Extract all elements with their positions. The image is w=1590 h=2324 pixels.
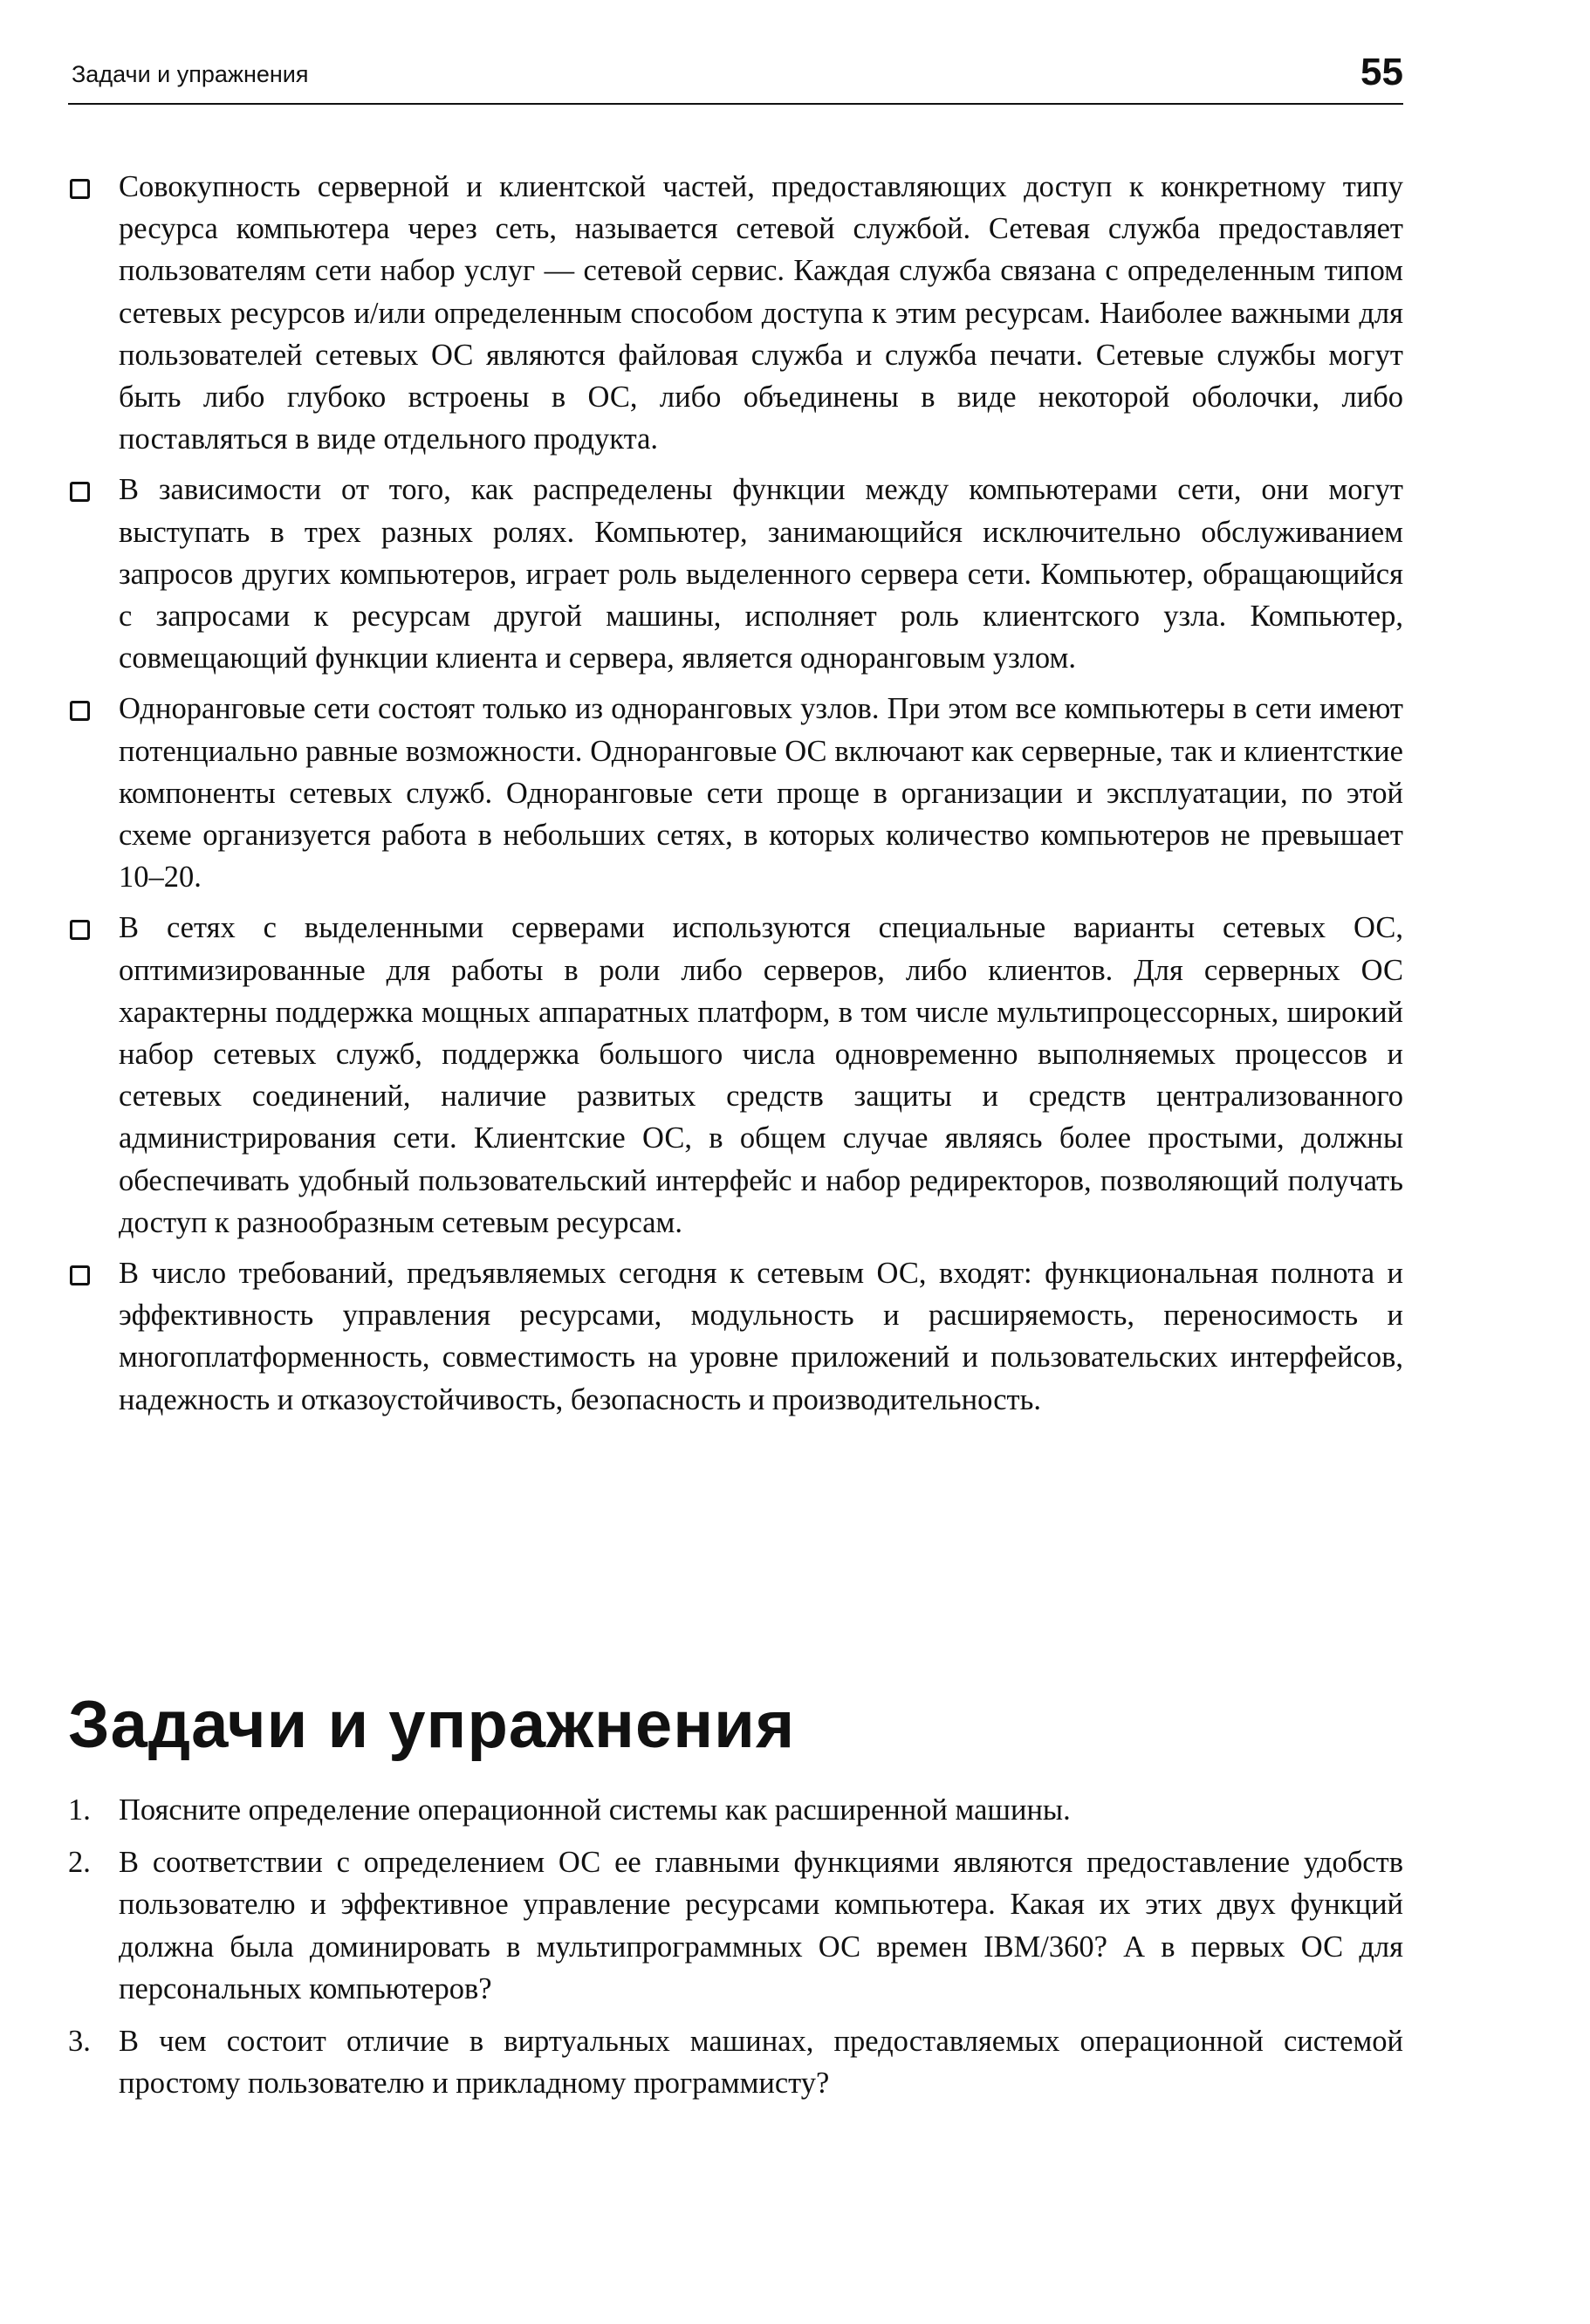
summary-list <box>68 166 1403 1429</box>
exercise-item <box>68 1841 1403 2010</box>
exercise-list <box>68 1789 1403 2115</box>
summary-item-text: В сетях с выделенными серверами используются специальные варианты сетевых ОС, оптимизированные для работы в роли либо серверов, либо клиентов. Для серверных ОС характерны поддержка мощных аппаратных платформ, в том числе мультипроцессорных, широкий набор сетевых служб, поддержка большого числа одновременно выполняемых процессов и сетевых соединений, наличие развитых средств защиты и средств централизованного администрирования сети. Клиентские ОС, в общем случае являясь более простыми, должны обеспечивать удобный пользовательский интерфейс и набор редиректоров, позволяющий получать доступ к разнообразным сетевым ресурсам. <box>119 911 1403 1239</box>
checkbox-bullet-icon <box>70 701 90 721</box>
running-title: Задачи и упражнения <box>72 61 309 87</box>
page-number: 55 <box>1360 51 1403 93</box>
exercise-text: Поясните определение операционной системы как расширенной машины. <box>119 1793 1071 1827</box>
summary-item-text: В число требований, предъявляемых сегодня к сетевым ОС, входят: функциональная полнота и эффективность управления ресурсами, модульность и расширяемость, переносимость и многоплатформенность, совместимость на уровне приложений и пользовательских интерфейсов, надежность и отказоустойчивость, безопасность и производительность. <box>119 1257 1403 1416</box>
checkbox-bullet-icon <box>70 482 90 502</box>
summary-item <box>68 1252 1403 1421</box>
exercise-text: В чем состоит отличие в виртуальных машинах, предоставляемых операционной системой простому пользователю и прикладному программисту? <box>119 2025 1403 2101</box>
exercise-item <box>68 2020 1403 2104</box>
summary-item <box>68 469 1403 679</box>
summary-item <box>68 688 1403 898</box>
running-header <box>68 51 1403 105</box>
summary-item-text: Одноранговые сети состоят только из одноранговых узлов. При этом все компьютеры в сети имеют потенциально равные возможности. Одноранговые ОС включают как серверные, так и клиентсткие компоненты сетевых служб. Одноранговые сети проще в организации и эксплуатации, по этой схеме организуется работа в небольших сетях, в которых количество компьютеров не превышает 10–20. <box>119 692 1403 895</box>
exercise-number: 1. <box>68 1793 91 1827</box>
summary-item <box>68 907 1403 1244</box>
summary-item <box>68 166 1403 460</box>
section-heading: Задачи и упражнения <box>68 1688 796 1762</box>
exercise-number: 3. <box>68 2025 91 2059</box>
summary-item-text: В зависимости от того, как распределены функции между компьютерами сети, они могут выступать в трех разных ролях. Компьютер, занимающийся исключительно обслуживанием запросов других компьютеров, играет роль выделенного сервера сети. Компьютер, обращающийся с запросами к ресурсам другой машины, исполняет роль клиентского узла. Компьютер, совмещающий функции клиента и сервера, является одноранговым узлом. <box>119 473 1403 675</box>
exercise-number: 2. <box>68 1846 91 1880</box>
exercise-text: В соответствии с определением ОС ее главными функциями являются предоставление удобств пользователю и эффективное управление ресурсами компьютера. Какая их этих двух функций должна была доминировать в мультипрограммных ОС времен IBM/360? А в первых ОС для персональных компьютеров? <box>119 1846 1403 2005</box>
checkbox-bullet-icon <box>70 179 90 199</box>
exercise-item <box>68 1789 1403 1831</box>
checkbox-bullet-icon <box>70 920 90 940</box>
summary-item-text: Совокупность серверной и клиентской частей, предоставляющих доступ к конкретному типу ресурса компьютера через сеть, называется сетевой службой. Сетевая служба предоставляет пользователям сети набор услуг — сетевой сервис. Каждая служба связана с определенным типом сетевых ресурсов и/или определенным способом доступа к этим ресурсам. Наиболее важными для пользователей сетевых ОС являются файловая служба и служба печати. Сетевые службы могут быть либо глубоко встроены в ОС, либо объединены в виде некоторой оболочки, либо поставляться в виде отдельного продукта. <box>119 170 1403 456</box>
checkbox-bullet-icon <box>70 1265 90 1285</box>
